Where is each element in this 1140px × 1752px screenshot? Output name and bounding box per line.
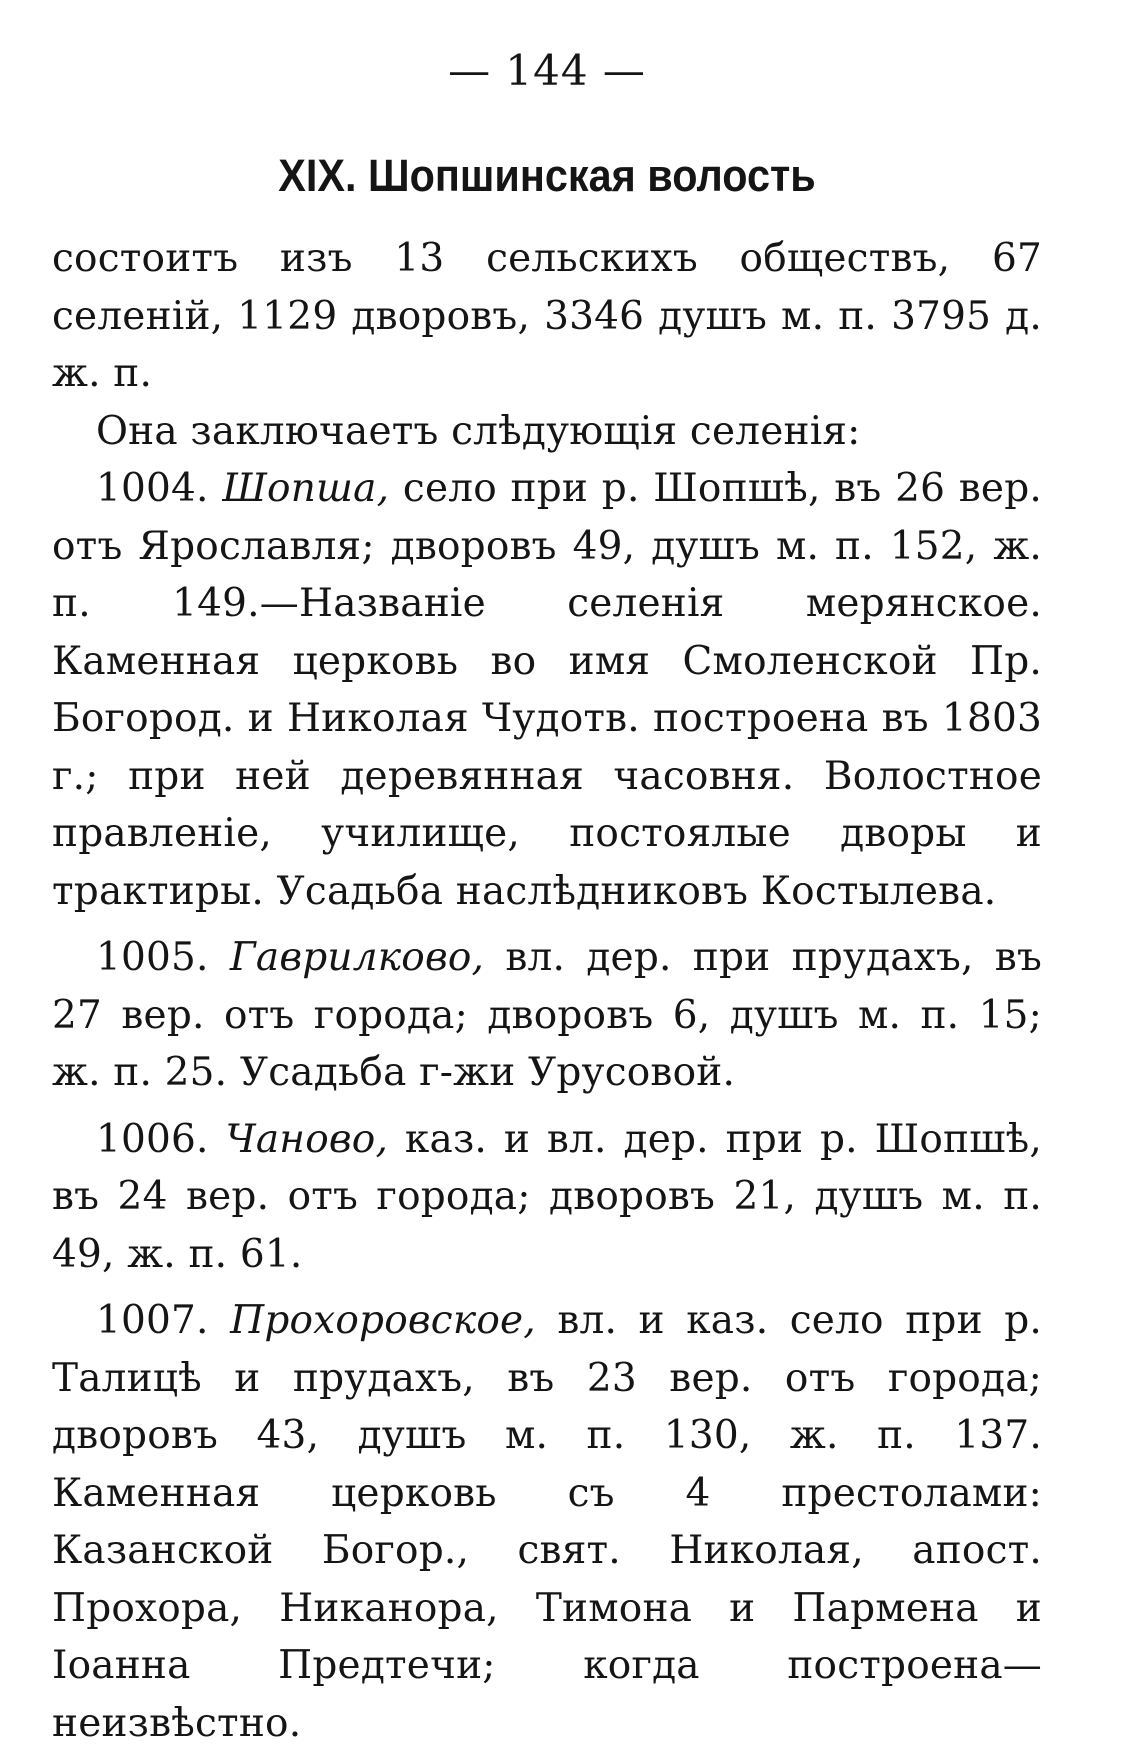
page-body xyxy=(52,230,1042,1752)
place-name: Шопша, xyxy=(222,466,390,511)
entry-1004 xyxy=(52,460,1042,920)
entry-number: 1006. xyxy=(96,1116,209,1162)
entry-number: 1007. xyxy=(96,1298,209,1343)
entry-number: 1004. xyxy=(96,466,209,511)
entry-1007 xyxy=(52,1292,1042,1752)
entry-1005 xyxy=(52,929,1042,1102)
entry-text: вл. дер. при прудахъ, въ 27 вер. отъ города; дворовъ 6, душъ м. п. 15; ж. п. 25. Усадьба г-жи Урусовой. xyxy=(52,935,1042,1095)
intro-paragraph: состоитъ изъ 13 сельскихъ обществъ, 67 селеній, 1129 дворовъ, 3346 душъ м. п. 3795 д. ж. п. xyxy=(52,236,1042,396)
lead-paragraph: Она заключаетъ слѣдующія селенія: xyxy=(96,408,861,454)
page-number: — 144 — xyxy=(448,46,646,95)
place-name: Чаново, xyxy=(225,1116,389,1162)
entry-1006 xyxy=(52,1111,1042,1284)
section-heading: XIX. Шопшинская волость xyxy=(278,150,816,201)
place-name: Гаврилково, xyxy=(229,935,485,980)
entry-text: вл. и каз. село при р. Талицѣ и прудахъ, въ 23 вер. отъ города; дворовъ 43, душъ м. п. 130, ж. п. 137. Каменная церковь съ 4 престолами: Казанской Богор., свят. Николая, апост. Прохора, Никанора, Тимона и Пармена и Іоанна Предтечи; когда построена—неизвѣстно. xyxy=(52,1298,1042,1746)
entry-text: село при р. Шопшѣ, въ 26 вер. отъ Ярославля; дворовъ 49, душъ м. п. 152, ж. п. 149.—Названіе селенія мерянское. Каменная церковь во имя Смоленской Пр. Богород. и Николая Чудотв. построена въ 1803 г.; при ней деревянная часовня. Волостное правленіе, училище, постоялые дворы и трактиры. Усадьба наслѣдниковъ Костылева. xyxy=(52,466,1042,914)
place-name: Прохоровское, xyxy=(230,1298,536,1343)
entry-number: 1005. xyxy=(96,935,209,980)
entry-text: каз. и вл. дер. при р. Шопшѣ, въ 24 вер. отъ города; дворовъ 21, душъ м. п. 49, ж. п. 61. xyxy=(52,1116,1042,1277)
book-page xyxy=(52,0,1042,1746)
